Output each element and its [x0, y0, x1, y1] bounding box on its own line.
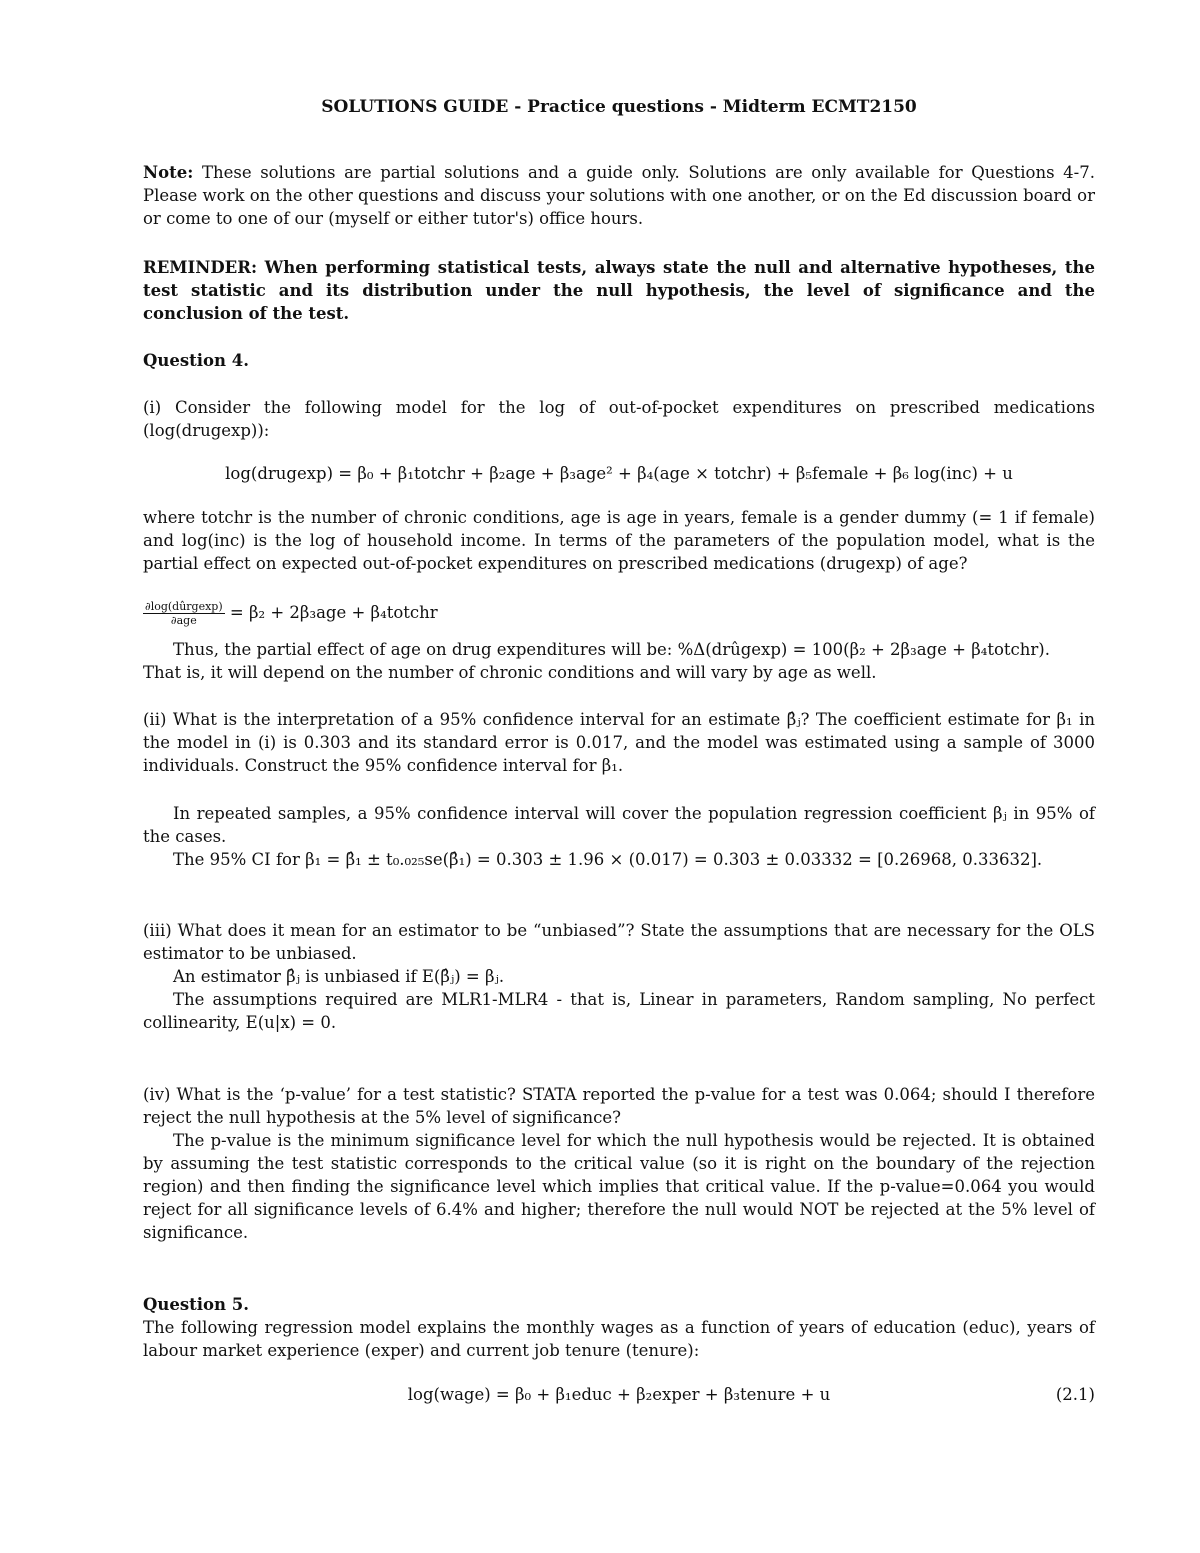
- q4-part-i-variable-definitions: where totchr is the number of chronic conditions, age is age in years, female is a gender dummy (= 1 if female) and log(inc) is the log of household income. In terms of the parameters of the population model, what is the partial effect on expected out-of-pocket expenditures on prescribed medications (drugexp) of age?: [143, 508, 1095, 573]
- q4-part-iii-answer: An estimator β̂ⱼ is unbiased if E(β̂ⱼ) = βⱼ.: [173, 967, 505, 986]
- equation-number: (2.1): [1055, 1385, 1095, 1404]
- question-4-heading: Question 4.: [143, 351, 250, 370]
- q5-intro: The following regression model explains the monthly wages as a function of years of education (educ), years of labour market experience (exper) and current job tenure (tenure):: [143, 1318, 1095, 1360]
- q4-part-iii-assumptions: The assumptions required are MLR1-MLR4 - that is, Linear in parameters, Random sampling, No perfect collinearity, E(u|x) = 0.: [143, 990, 1095, 1032]
- derivative-numerator: ∂log(dûrgexp): [145, 600, 223, 613]
- note-paragraph: [143, 161, 1095, 230]
- q4-part-i-question: (i) Consider the following model for the log of out-of-pocket expenditures on prescribed medications (log(drugexp)):: [143, 398, 1095, 440]
- q4-part-i-answer-continued: That is, it will depend on the number of chronic conditions and will vary by age as well.: [143, 663, 877, 682]
- q5-wage-equation: [143, 1383, 1095, 1406]
- page-title: SOLUTIONS GUIDE - Practice questions - Midterm ECMT2150: [321, 97, 917, 117]
- q4-part-iv-question: (iv) What is the ‘p-value’ for a test statistic? STATA reported the p-value for a test was 0.064; should I therefore reject the null hypothesis at the 5% level of significance?: [143, 1085, 1095, 1127]
- q4-model-equation: log(drugexp) = β₀ + β₁totchr + β₂age + β₃age² + β₄(age × totchr) + β₅female + β₆ log(inc) + u: [225, 464, 1013, 483]
- question-5-heading: Question 5.: [143, 1295, 250, 1314]
- reminder-paragraph: REMINDER: When performing statistical tests, always state the null and alternative hypotheses, the test statistic and its distribution under the null hypothesis, the level of significance and the conclusion of the test.: [143, 258, 1095, 323]
- q4-part-ii-answer: In repeated samples, a 95% confidence interval will cover the population regression coefficient βⱼ in 95% of the cases.: [143, 804, 1095, 846]
- q5-equation-text: log(wage) = β₀ + β₁educ + β₂exper + β₃tenure + u: [407, 1385, 831, 1404]
- derivative-denominator: ∂age: [170, 614, 197, 627]
- derivative-fraction: [143, 600, 225, 627]
- q4-part-i-answer-line1: Thus, the partial effect of age on drug expenditures will be: %Δ(drûgexp) = 100(β₂ + 2β₃age + β₄totchr).: [173, 640, 1050, 659]
- q4-partial-derivative: [143, 600, 1095, 627]
- q4-part-i-answer: [143, 638, 1095, 661]
- note-label: Note:: [143, 163, 194, 182]
- q4-part-iii-question: (iii) What does it mean for an estimator to be “unbiased”? State the assumptions that are necessary for the OLS estimator to be unbiased.: [143, 921, 1095, 963]
- derivative-rhs: = β₂ + 2β₃age + β₄totchr: [229, 603, 438, 622]
- q4-part-ii-question: (ii) What is the interpretation of a 95% confidence interval for an estimate β̂ⱼ? The coefficient estimate for β₁ in the model in (i) is 0.303 and its standard error is 0.017, and the model was estimated using a sample of 3000 individuals. Construct the 95% confidence interval for β₁.: [143, 710, 1095, 775]
- q4-part-ii-confidence-interval: The 95% CI for β₁ = β̂₁ ± t₀.₀₂₅se(β̂₁) = 0.303 ± 1.96 × (0.017) = 0.303 ± 0.03332 = [0.26968, 0.33632].: [173, 850, 1043, 869]
- note-text: These solutions are partial solutions and a guide only. Solutions are only available for Questions 4-7. Please work on the other questions and discuss your solutions with one another, or on the Ed discussion board or or come to one of our (myself or either tutor's) office hours.: [143, 163, 1096, 228]
- q4-part-iv-answer: The p-value is the minimum significance level for which the null hypothesis would be rejected. It is obtained by assuming the test statistic corresponds to the critical value (so it is right on the boundary of the rejection region) and then finding the significance level which implies that critical value. If the p-value=0.064 you would reject for all significance levels of 6.4% and higher; therefore the null would NOT be rejected at the 5% level of significance.: [143, 1131, 1095, 1242]
